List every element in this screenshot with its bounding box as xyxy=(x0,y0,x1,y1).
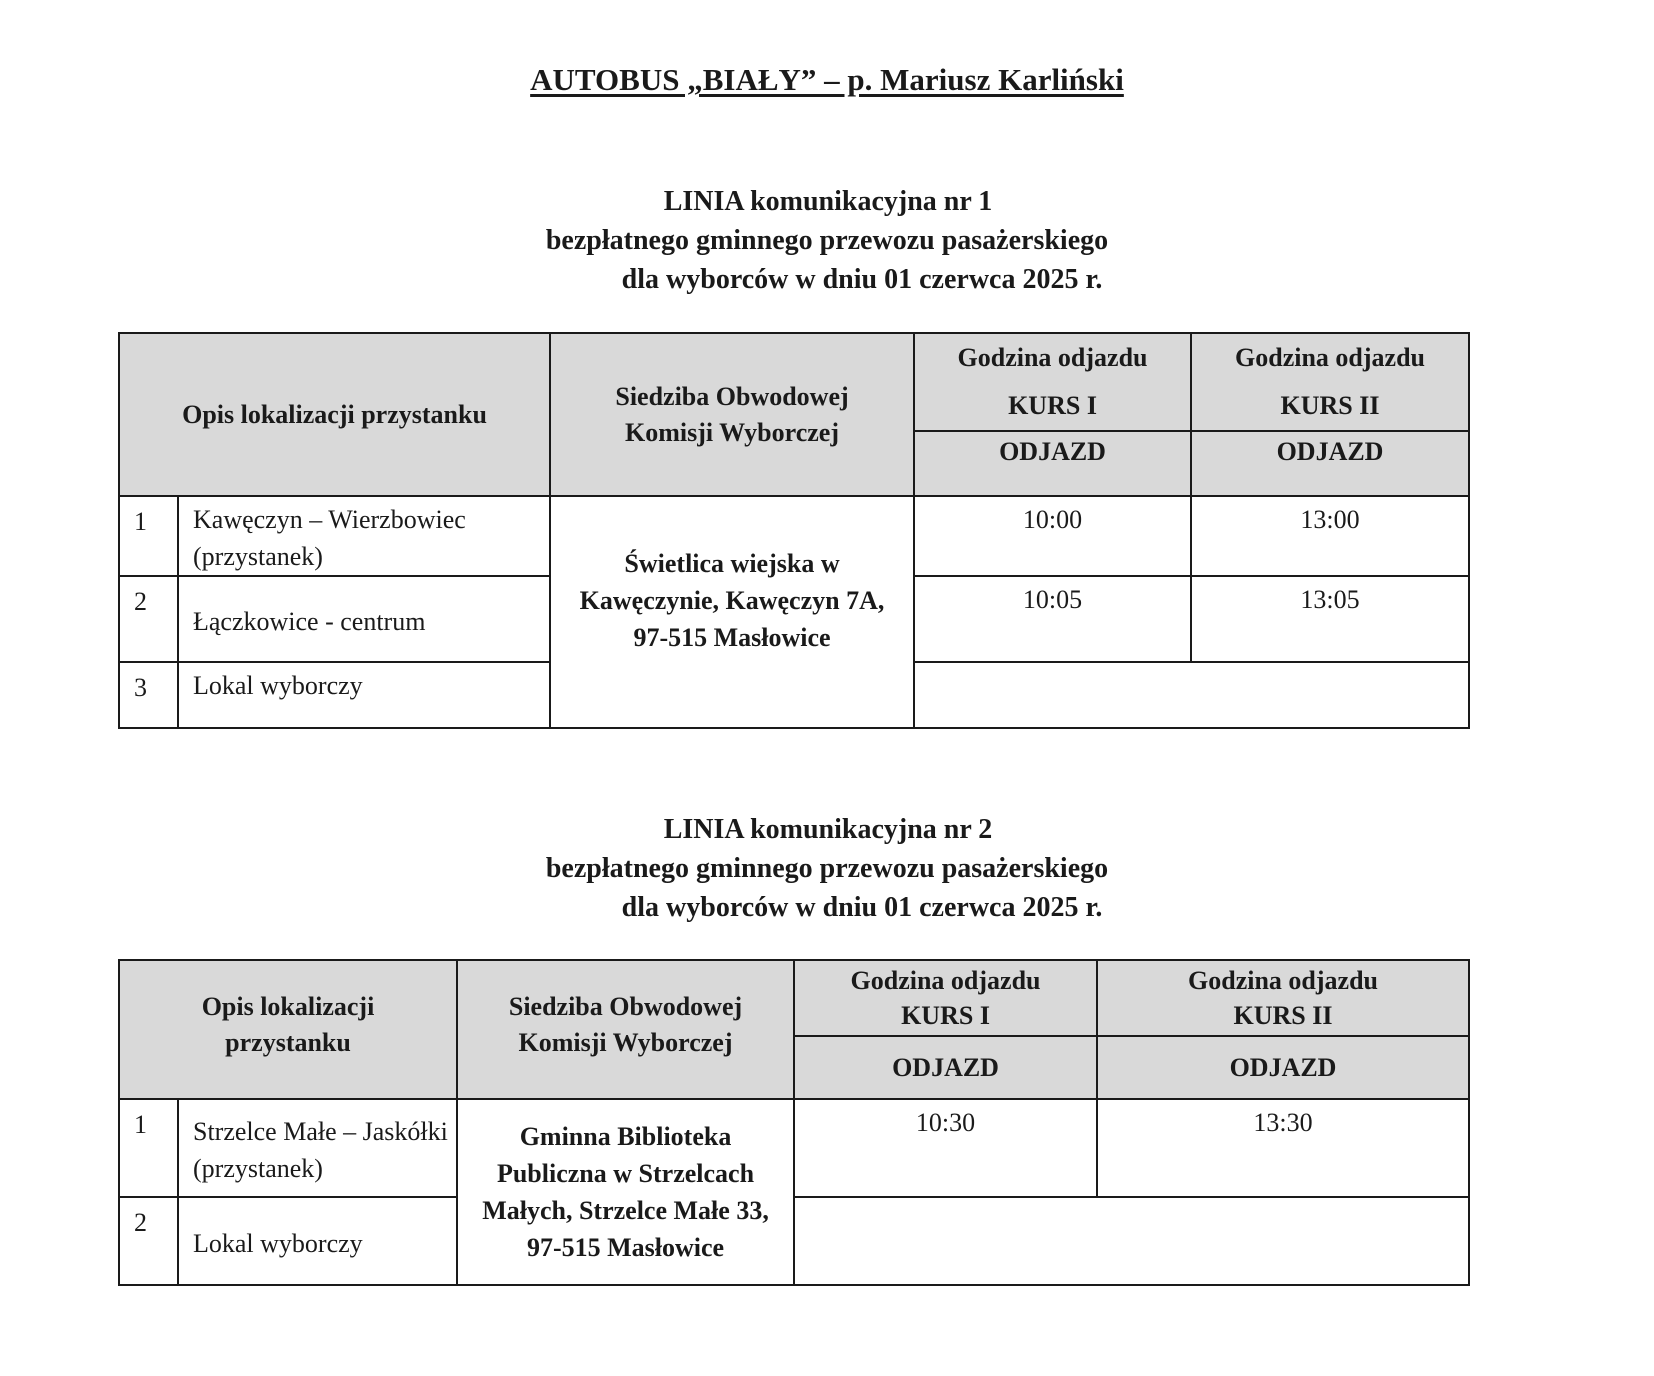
course-1-header xyxy=(914,333,1191,431)
departure-time-kurs-1: 10:30 xyxy=(794,1099,1097,1197)
commission-seat: Gminna Biblioteka Publiczna w Strzelcach Małych, Strzelce Małe 33, 97-515 Masłowice xyxy=(457,1099,794,1285)
departure-time-kurs-2: 13:30 xyxy=(1097,1099,1469,1197)
course-1-time-label: Godzina odjazdu xyxy=(957,343,1148,372)
stop-name: Łączkowice - centrum xyxy=(178,576,550,662)
course-1-label: KURS I xyxy=(901,1001,990,1030)
line-2-title: LINIA komunikacyjna nr 2 xyxy=(663,814,993,845)
stop-name: Kawęczyn – Wierzbowiec (przystanek) xyxy=(178,496,550,576)
course-2-time-label: Godzina odjazdu xyxy=(1188,966,1379,995)
stop-number: 3 xyxy=(119,662,178,728)
table-row xyxy=(119,1099,1469,1197)
course-1-departure-header: ODJAZD xyxy=(794,1036,1097,1099)
course-1-departure-header: ODJAZD xyxy=(914,431,1191,496)
commission-seat: Świetlica wiejska w Kawęczynie, Kawęczyn 7A, 97-515 Masłowice xyxy=(550,496,914,728)
departure-time-empty xyxy=(794,1197,1469,1285)
course-2-label: KURS II xyxy=(1233,1001,1333,1030)
document-title-text: AUTOBUS „BIAŁY” – p. Mariusz Karliński xyxy=(530,62,1124,97)
line-1-schedule-table xyxy=(118,332,1470,729)
table-row xyxy=(119,1197,1469,1285)
line-2-schedule-table xyxy=(118,959,1470,1286)
departure-time-kurs-2: 13:05 xyxy=(1191,576,1469,662)
stop-number: 1 xyxy=(119,496,178,576)
course-2-departure-header: ODJAZD xyxy=(1191,431,1469,496)
course-2-departure-header: ODJAZD xyxy=(1097,1036,1469,1099)
stop-name: Strzelce Małe – Jaskółki (przystanek) xyxy=(178,1099,457,1197)
departure-time-kurs-1: 10:00 xyxy=(914,496,1191,576)
course-2-label: KURS II xyxy=(1280,391,1380,420)
line-1-date: dla wyborców w dniu 01 czerwca 2025 r. xyxy=(621,264,1103,295)
document-title xyxy=(0,62,1654,98)
location-header: Opis lokalizacji przystanku xyxy=(119,333,550,496)
seat-header: Siedziba Obwodowej Komisji Wyborczej xyxy=(550,333,914,496)
location-header: Opis lokalizacji przystanku xyxy=(119,960,457,1099)
stop-number: 2 xyxy=(119,576,178,662)
stop-name: Lokal wyborczy xyxy=(178,1197,457,1285)
line-1-heading xyxy=(0,182,1654,299)
departure-time-kurs-2: 13:00 xyxy=(1191,496,1469,576)
course-2-time-label: Godzina odjazdu xyxy=(1235,343,1426,372)
departure-time-empty xyxy=(914,662,1469,728)
course-2-header xyxy=(1097,960,1469,1036)
line-2-subtitle: bezpłatnego gminnego przewozu pasażerskiego xyxy=(545,853,1109,884)
line-1-subtitle: bezpłatnego gminnego przewozu pasażerskiego xyxy=(545,225,1109,256)
course-1-header xyxy=(794,960,1097,1036)
course-2-header xyxy=(1191,333,1469,431)
line-2-date: dla wyborców w dniu 01 czerwca 2025 r. xyxy=(621,892,1103,923)
seat-header: Siedziba Obwodowej Komisji Wyborczej xyxy=(457,960,794,1099)
stop-number: 1 xyxy=(119,1099,178,1197)
course-1-time-label: Godzina odjazdu xyxy=(850,966,1041,995)
course-1-label: KURS I xyxy=(1008,391,1097,420)
stop-name: Lokal wyborczy xyxy=(178,662,550,728)
stop-number: 2 xyxy=(119,1197,178,1285)
departure-time-kurs-1: 10:05 xyxy=(914,576,1191,662)
line-1-title: LINIA komunikacyjna nr 1 xyxy=(663,186,993,217)
line-2-heading xyxy=(0,810,1654,927)
table-row xyxy=(119,496,1469,576)
